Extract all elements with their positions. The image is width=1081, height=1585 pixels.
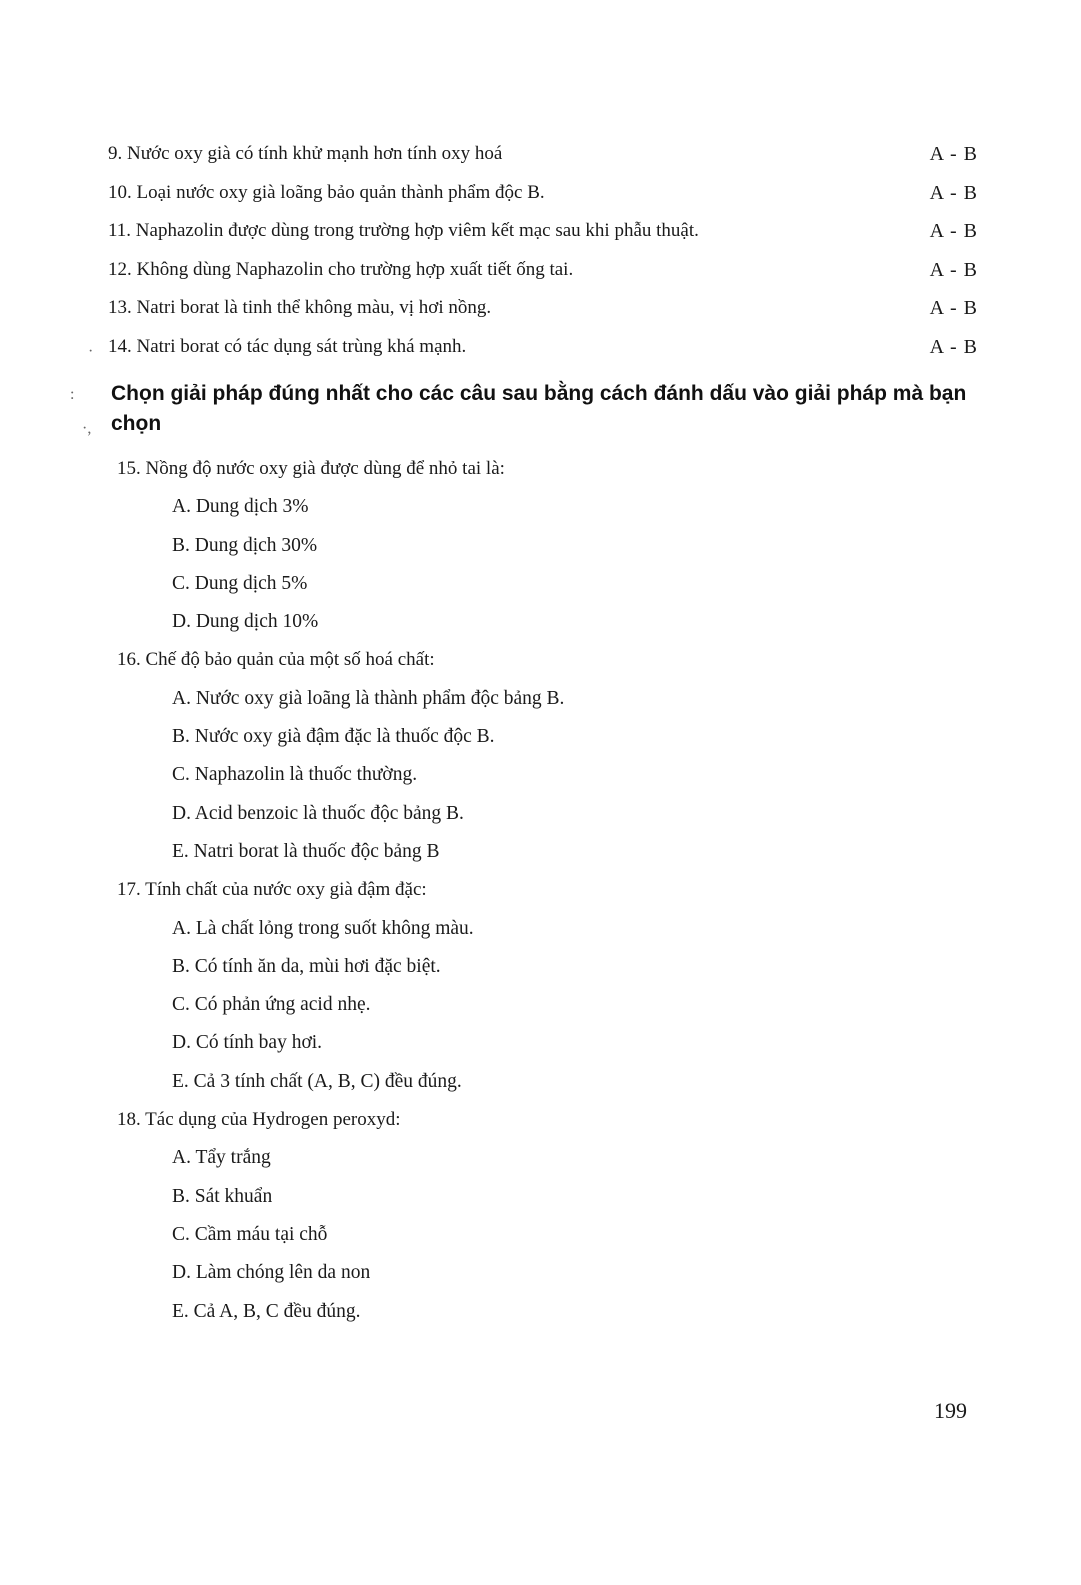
answer-option: B. Có tính ăn da, mùi hơi đặc biệt. <box>172 955 441 977</box>
answer-option: A. Tẩy trắng <box>172 1147 271 1169</box>
answer-option: C. Dung dịch 5% <box>172 572 308 594</box>
question-title: 16. Chế độ bảo quản của một số hoá chất: <box>117 649 435 671</box>
tf-statement: 11. Naphazolin được dùng trong trường hợp viêm kết mạc sau khi phẫu thuật. <box>108 220 699 241</box>
question-title: 18. Tác dụng của Hydrogen peroxyd: <box>117 1109 401 1131</box>
answer-option: B. Dung dịch 30% <box>172 534 318 556</box>
tf-choice: A - B <box>929 297 978 319</box>
answer-option: E. Cả A, B, C đều đúng. <box>172 1300 361 1322</box>
question-15 <box>117 450 917 641</box>
tf-item-14 <box>108 328 978 367</box>
mcq-list <box>117 450 917 1331</box>
tf-statement: 14. Natri borat có tác dụng sát trùng khá mạnh. <box>108 335 467 357</box>
tf-item-12 <box>108 251 978 290</box>
question-16 <box>117 641 917 871</box>
tf-statement: 13. Natri borat là tinh thể không màu, vị hơi nồng. <box>108 297 492 318</box>
tf-choice: A - B <box>929 181 978 204</box>
answer-option: B. Sát khuẩn <box>172 1185 273 1207</box>
answer-option: C. Có phản ứng acid nhẹ. <box>172 994 371 1016</box>
answer-option: A. Dung dịch 3% <box>172 496 309 518</box>
tf-choice: A - B <box>929 335 978 358</box>
answer-option: A. Nước oxy già loãng là thành phẩm độc bảng B. <box>172 687 565 709</box>
answer-option: E. Cả 3 tính chất (A, B, C) đều đúng. <box>172 1070 462 1092</box>
question-title: 17. Tính chất của nước oxy già đậm đặc: <box>117 879 427 901</box>
answer-option: D. Dung dịch 10% <box>172 611 319 633</box>
true-false-list <box>108 135 978 366</box>
answer-option: D. Làm chóng lên da non <box>172 1262 371 1284</box>
scan-speck: ·, <box>82 420 92 437</box>
question-17 <box>117 871 917 1101</box>
tf-choice: A - B <box>929 258 978 281</box>
answer-option: B. Nước oxy già đậm đặc là thuốc độc B. <box>172 726 495 748</box>
answer-option: C. Cầm máu tại chỗ <box>172 1223 328 1245</box>
answer-option: D. Có tính bay hơi. <box>172 1032 323 1054</box>
tf-item-10 <box>108 174 978 213</box>
page-number: 199 <box>934 1398 967 1423</box>
tf-statement: 9. Nước oxy già có tính khử mạnh hơn tính oxy hoá <box>108 143 503 164</box>
tf-statement: 12. Không dùng Naphazolin cho trường hợp xuất tiết ống tai. <box>108 258 574 280</box>
tf-choice: A - B <box>929 220 978 242</box>
tf-statement: 10. Loại nước oxy già loãng bảo quản thành phẩm độc B. <box>108 181 545 203</box>
question-title: 15. Nồng độ nước oxy già được dùng để nhỏ tai là: <box>117 458 505 479</box>
answer-option: E. Natri borat là thuốc độc bảng B <box>172 840 440 862</box>
answer-option: A. Là chất lỏng trong suốt không màu. <box>172 917 474 939</box>
question-18 <box>117 1101 917 1331</box>
tf-item-13 <box>108 289 978 328</box>
section-heading: Chọn giải pháp đúng nhất cho các câu sau bằng cách đánh dấu vào giải pháp mà bạn chọn <box>111 382 967 435</box>
scan-speck: : <box>70 386 75 403</box>
tf-item-9 <box>108 135 978 174</box>
answer-option: D. Acid benzoic là thuốc độc bảng B. <box>172 802 464 824</box>
tf-item-11 <box>108 212 978 251</box>
scan-speck: · <box>88 343 94 360</box>
tf-choice: A - B <box>929 143 978 165</box>
answer-option: C. Naphazolin là thuốc thường. <box>172 764 418 786</box>
